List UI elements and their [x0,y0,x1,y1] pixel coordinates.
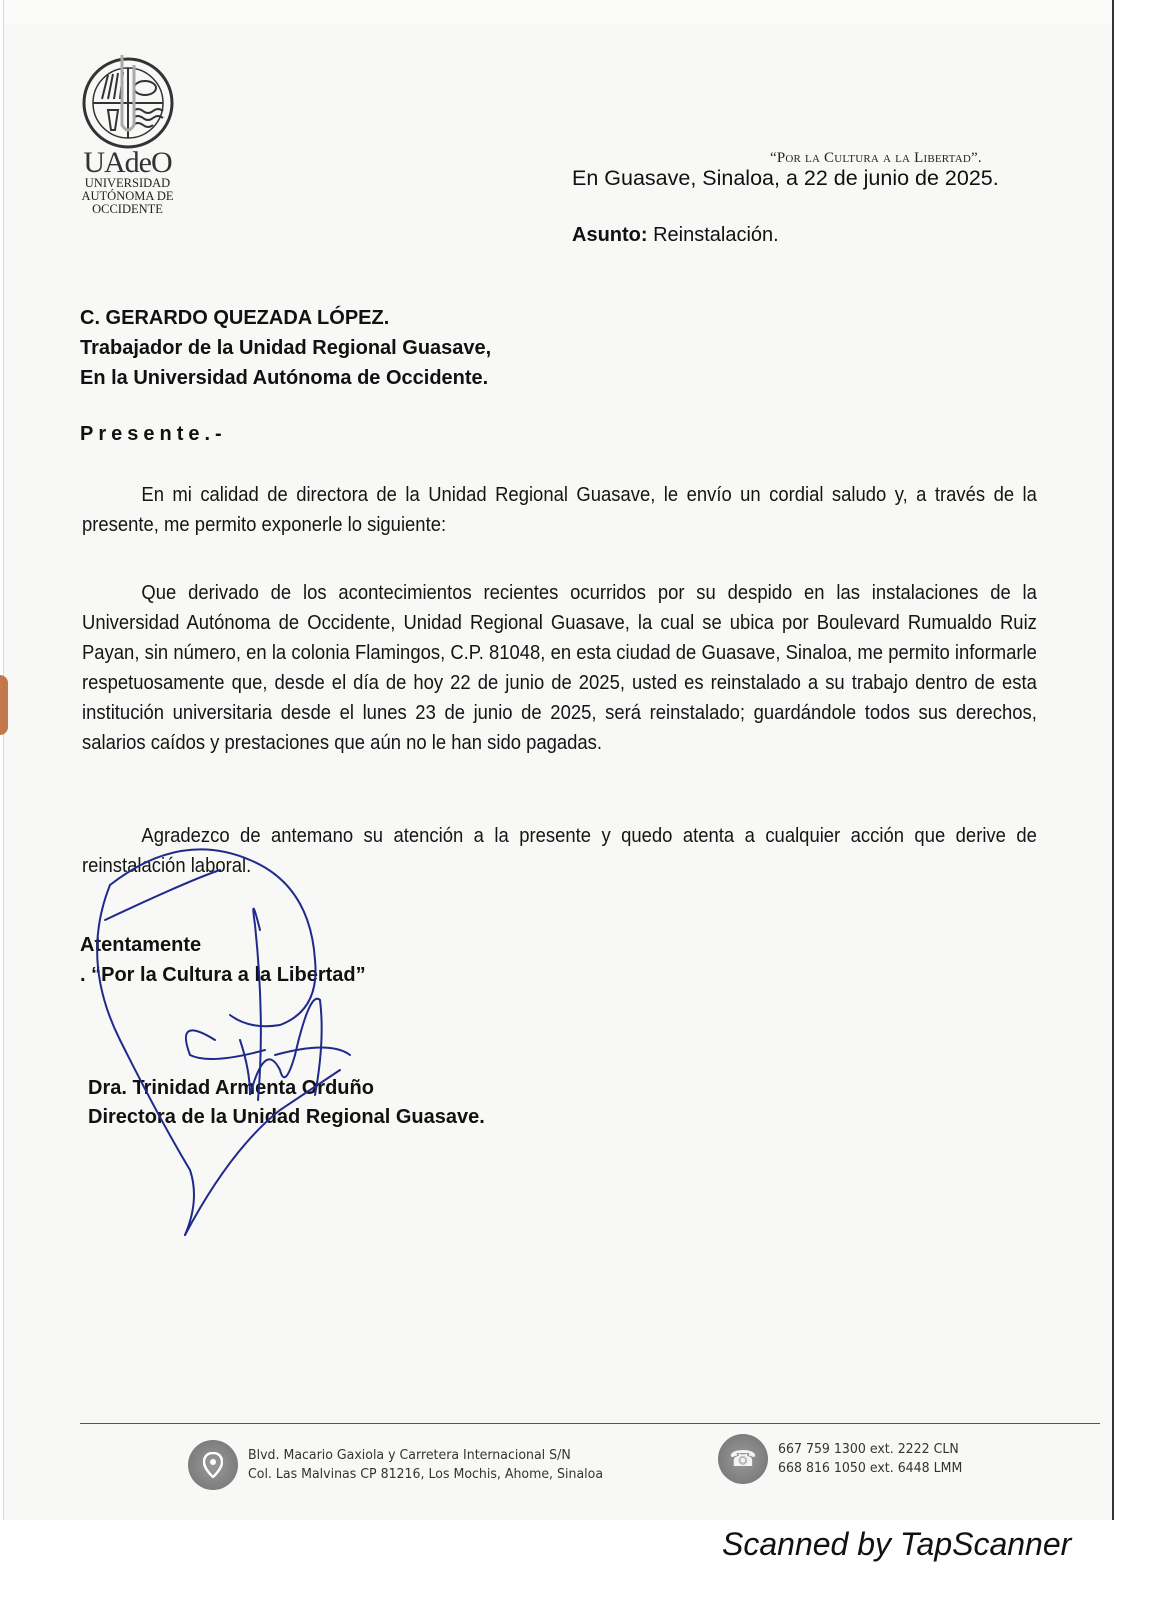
recipient-institution: En la Universidad Autónoma de Occidente. [80,367,489,389]
signer-block [88,1074,485,1132]
closing-motto: . “Por la Cultura a la Libertad” [80,964,366,986]
closing-block [80,930,366,990]
subject-line [572,224,779,247]
body-paragraph-1: En mi calidad de directora de la Unidad Regional Guasave, le envío un cordial saludo y, a través de la presente, me permito exponerle lo siguiente: [82,483,1037,536]
address-line-2: Col. Las Malvinas CP 81216, Los Mochis, Ahome, Sinaloa [248,1466,604,1482]
scanner-watermark: Scanned by TapScanner [722,1526,1072,1562]
address-line-1: Blvd. Macario Gaxiola y Carretera Internacional S/N [248,1447,571,1463]
logo-wordmark: UAdeO [83,146,172,179]
university-logo [55,55,200,216]
signer-title: Directora de la Unidad Regional Guasave. [88,1106,485,1128]
logo-line-2: AUTÓNOMA DE [81,189,174,203]
phone-line-2: 668 816 1050 ext. 6448 LMM [778,1460,963,1476]
footer-divider [80,1423,1100,1424]
recipient-position: Trabajador de la Unidad Regional Guasave, [80,337,492,359]
phone-text [778,1440,962,1478]
page-top-margin [4,0,1112,24]
phone-line-1: 667 759 1300 ext. 2222 CLN [778,1441,959,1457]
recipient-name: C. GERARDO QUEZADA LÓPEZ. [80,307,390,329]
location-pin-icon [188,1440,238,1490]
body-paragraph-3: Agradezco de antemano su atención a la presente y quedo atenta a cualquier acción que derive de reinstalación laboral. [82,824,1037,877]
subject-label: Asunto: [572,224,648,246]
header-motto: “Por la Cultura a la Libertad”. [770,150,982,166]
letter-page [3,0,1114,1522]
footer-phones [718,1434,976,1484]
address-text [248,1446,603,1484]
subject-value: Reinstalación. [653,224,779,246]
body-paragraph-2: Que derivado de los acontecimientos recientes ocurridos por su despido en las instalaciones de la Universidad Autónoma de Occidente, Unidad Regional Guasave, la cual se ubica por Boulevard Rumualdo Ruiz Payan, sin número, en la colonia Flamingos, C.P. 81048, en esta ciudad de Guasave, Sinaloa, me permito informarle respetuosamente que, desde el día de hoy 22 de junio de 2025, usted es reinstalado a su trabajo dentro de esta institución universitaria desde el lunes 23 de junio de 2025, será reinstalado; guardándole todos sus derechos, salarios caídos y prestaciones que aún no le han sido pagadas. [82,581,1037,754]
telephone-icon: ☎ [718,1434,768,1484]
logo-line-1: UNIVERSIDAD [84,176,171,190]
greeting: Presente.- [80,423,227,445]
university-seal-icon [78,55,178,151]
signer-name: Dra. Trinidad Armenta Orduño [88,1077,374,1099]
closing-word: Atentamente [80,934,202,956]
logo-line-3: OCCIDENTE [92,202,163,216]
place-and-date: En Guasave, Sinaloa, a 22 de junio de 2025. [572,166,999,190]
footer-address [188,1440,630,1490]
scan-edge-mark [0,675,8,735]
recipient-block [80,303,491,393]
